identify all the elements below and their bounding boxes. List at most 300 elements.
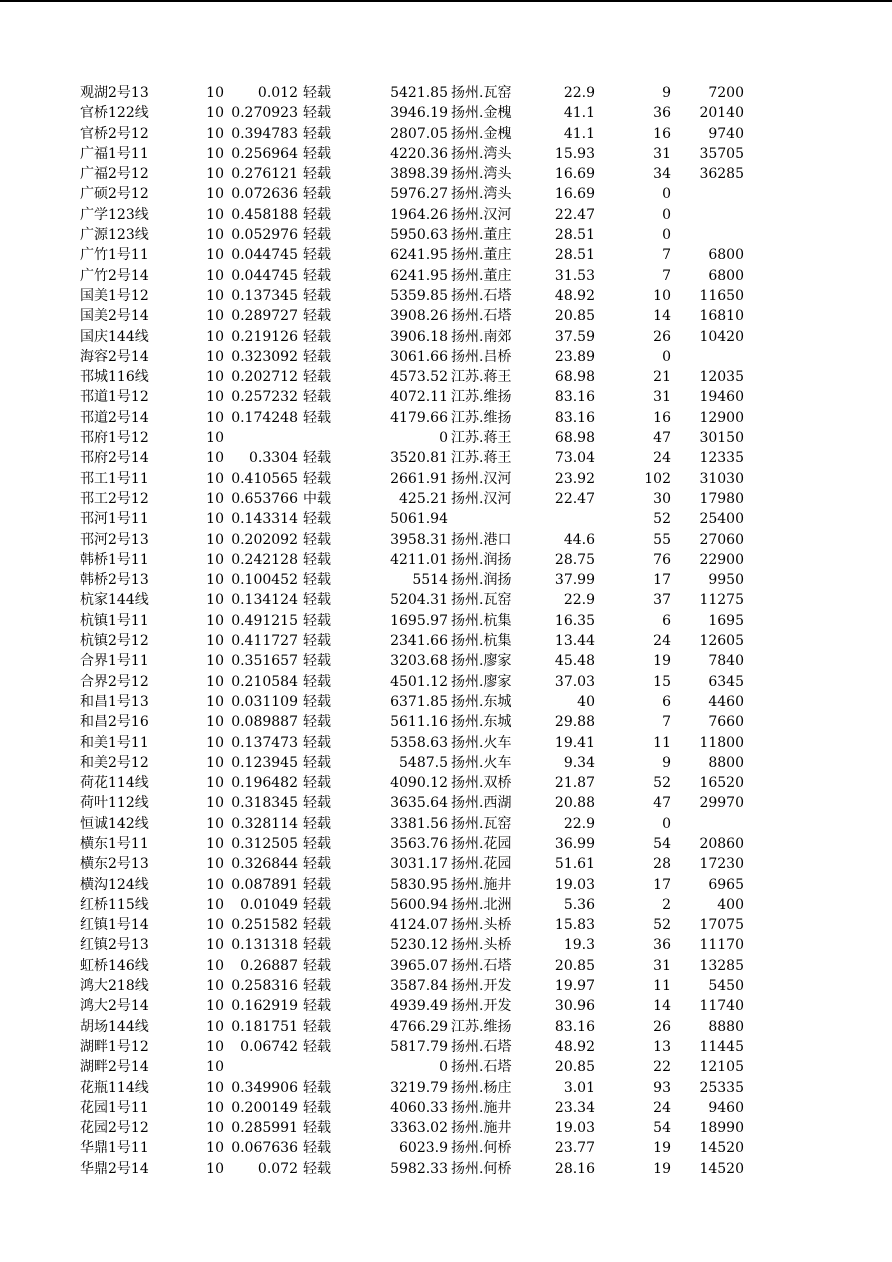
cell-line-name: 合界2号12	[80, 673, 149, 690]
cell-count: 26	[653, 1018, 671, 1035]
cell-value: 5982.33	[390, 1160, 448, 1177]
table-row	[0, 530, 892, 550]
cell-voltage: 10	[206, 409, 224, 426]
cell-distance: 20.88	[554, 795, 595, 812]
cell-count: 102	[644, 470, 671, 487]
cell-distance: 19.03	[554, 1120, 595, 1137]
cell-value: 5061.94	[390, 511, 448, 528]
cell-distance: 16.35	[554, 612, 595, 629]
cell-line-name: 华鼎1号11	[80, 1140, 149, 1157]
cell-voltage: 10	[206, 592, 224, 609]
cell-count: 0	[662, 186, 671, 203]
table-row	[0, 164, 892, 184]
table-row	[0, 428, 892, 448]
cell-capacity: 9740	[708, 125, 744, 142]
cell-count: 19	[653, 653, 671, 670]
cell-line-name: 邗河1号11	[80, 511, 149, 528]
cell-substation: 扬州.双桥	[451, 775, 512, 792]
cell-capacity: 7660	[708, 714, 744, 731]
cell-line-name: 广学123线	[80, 206, 149, 223]
table-row	[0, 854, 892, 874]
cell-voltage: 10	[206, 85, 224, 101]
cell-substation: 扬州.杭集	[451, 612, 512, 629]
table-row	[0, 1159, 892, 1179]
cell-substation: 扬州.董庄	[451, 247, 512, 264]
cell-voltage: 10	[206, 978, 224, 995]
cell-value: 5230.12	[390, 937, 448, 954]
cell-substation: 扬州.施井	[451, 876, 512, 893]
cell-distance: 28.16	[554, 1160, 595, 1177]
cell-distance: 22.9	[563, 85, 595, 101]
cell-substation: 扬州.何桥	[451, 1140, 512, 1157]
cell-capacity: 7200	[708, 85, 744, 101]
cell-voltage: 10	[206, 328, 224, 345]
cell-line-name: 邗府1号12	[80, 430, 149, 447]
cell-distance: 37.59	[554, 328, 595, 345]
cell-line-name: 广源123线	[80, 227, 149, 244]
cell-count: 54	[653, 835, 671, 852]
cell-distance: 51.61	[554, 856, 595, 873]
cell-voltage: 10	[206, 308, 224, 325]
cell-load-ratio: 0.012	[257, 85, 298, 101]
cell-substation: 扬州.湾头	[451, 145, 512, 162]
cell-value: 5514	[412, 572, 448, 589]
table-row	[0, 692, 892, 712]
cell-line-name: 横东1号11	[80, 835, 149, 852]
cell-substation: 扬州.北洲	[451, 896, 512, 913]
cell-line-name: 韩桥1号11	[80, 551, 149, 568]
cell-value: 5421.85	[390, 85, 448, 101]
cell-count: 31	[653, 145, 671, 162]
cell-load-ratio: 0.181751	[231, 1018, 298, 1035]
cell-line-name: 花园2号12	[80, 1120, 149, 1137]
cell-line-name: 国庆144线	[80, 328, 149, 345]
cell-voltage: 10	[206, 206, 224, 223]
cell-substation: 扬州.润扬	[451, 572, 512, 589]
cell-substation: 扬州.何桥	[451, 1160, 512, 1177]
cell-count: 9	[662, 85, 671, 101]
cell-substation: 扬州.汉河	[451, 206, 512, 223]
table-row	[0, 83, 892, 103]
cell-load-ratio: 0.653766	[231, 490, 298, 507]
data-table	[0, 83, 892, 1179]
table-row	[0, 225, 892, 245]
cell-value: 2807.05	[390, 125, 448, 142]
cell-voltage: 10	[206, 673, 224, 690]
cell-distance: 5.36	[563, 896, 595, 913]
cell-count: 21	[653, 369, 671, 386]
cell-substation: 江苏.蒋王	[451, 450, 512, 467]
cell-voltage: 10	[206, 369, 224, 386]
cell-value: 5600.94	[390, 896, 448, 913]
table-row	[0, 448, 892, 468]
cell-line-name: 横东2号13	[80, 856, 149, 873]
cell-value: 6241.95	[390, 267, 448, 284]
cell-load-status: 轻载	[303, 896, 331, 913]
cell-voltage: 10	[206, 1140, 224, 1157]
cell-substation: 扬州.汉河	[451, 490, 512, 507]
table-row	[0, 327, 892, 347]
cell-line-name: 和美2号12	[80, 754, 149, 771]
cell-line-name: 杭镇1号11	[80, 612, 149, 629]
table-row	[0, 286, 892, 306]
cell-substation: 江苏.蒋王	[451, 369, 512, 386]
cell-value: 5830.95	[390, 876, 448, 893]
cell-line-name: 广硕2号12	[80, 186, 149, 203]
cell-count: 47	[653, 430, 671, 447]
cell-value: 3908.26	[390, 308, 448, 325]
cell-load-ratio: 0.100452	[231, 572, 298, 589]
cell-line-name: 国美2号14	[80, 308, 149, 325]
cell-capacity: 14520	[699, 1140, 744, 1157]
cell-voltage: 10	[206, 734, 224, 751]
cell-value: 5487.5	[399, 754, 448, 771]
cell-substation: 扬州.开发	[451, 998, 512, 1015]
cell-load-ratio: 0.200149	[231, 1099, 298, 1116]
cell-line-name: 国美1号12	[80, 287, 149, 304]
cell-voltage: 10	[206, 815, 224, 832]
cell-voltage: 10	[206, 348, 224, 365]
table-row	[0, 1118, 892, 1138]
cell-count: 16	[653, 125, 671, 142]
table-row	[0, 733, 892, 753]
cell-substation: 扬州.施井	[451, 1099, 512, 1116]
cell-capacity: 16810	[699, 308, 744, 325]
cell-line-name: 邗河2号13	[80, 531, 149, 548]
table-row	[0, 509, 892, 529]
cell-substation: 扬州.石塔	[451, 287, 512, 304]
cell-count: 30	[653, 490, 671, 507]
cell-capacity: 8880	[708, 1018, 744, 1035]
cell-voltage: 10	[206, 653, 224, 670]
cell-load-status: 轻载	[303, 673, 331, 690]
table-row	[0, 935, 892, 955]
cell-capacity: 20860	[699, 835, 744, 852]
cell-load-status: 轻载	[303, 775, 331, 792]
cell-voltage: 10	[206, 511, 224, 528]
cell-capacity: 11170	[699, 937, 744, 954]
cell-substation: 扬州.花园	[451, 835, 512, 852]
cell-substation: 扬州.汉河	[451, 470, 512, 487]
table-row	[0, 915, 892, 935]
cell-value: 2661.91	[390, 470, 448, 487]
cell-voltage: 10	[206, 125, 224, 142]
table-row	[0, 996, 892, 1016]
cell-load-status: 轻载	[303, 978, 331, 995]
cell-load-status: 轻载	[303, 531, 331, 548]
cell-voltage: 10	[206, 1160, 224, 1177]
cell-load-status: 轻载	[303, 1120, 331, 1137]
cell-count: 0	[662, 227, 671, 244]
cell-count: 6	[662, 612, 671, 629]
cell-count: 19	[653, 1160, 671, 1177]
cell-voltage: 10	[206, 957, 224, 974]
cell-count: 14	[653, 308, 671, 325]
cell-substation: 江苏.维扬	[451, 389, 512, 406]
table-row	[0, 793, 892, 813]
cell-distance: 37.03	[554, 673, 595, 690]
cell-line-name: 邗府2号14	[80, 450, 149, 467]
cell-load-status: 轻载	[303, 267, 331, 284]
cell-count: 52	[653, 917, 671, 934]
cell-load-ratio: 0.3304	[249, 450, 298, 467]
table-row	[0, 205, 892, 225]
cell-distance: 3.01	[563, 1079, 595, 1096]
cell-voltage: 10	[206, 612, 224, 629]
cell-load-ratio: 0.031109	[231, 693, 298, 710]
cell-load-ratio: 0.411727	[231, 633, 298, 650]
table-row	[0, 1078, 892, 1098]
cell-count: 17	[653, 572, 671, 589]
cell-value: 3946.19	[390, 105, 448, 122]
cell-line-name: 荷花114线	[80, 775, 149, 792]
table-row	[0, 184, 892, 204]
cell-substation: 扬州.杨庄	[451, 1079, 512, 1096]
cell-value: 3219.79	[390, 1079, 448, 1096]
cell-voltage: 10	[206, 876, 224, 893]
cell-distance: 15.93	[554, 145, 595, 162]
cell-voltage: 10	[206, 105, 224, 122]
cell-distance: 48.92	[554, 1038, 595, 1055]
cell-capacity: 4460	[708, 693, 744, 710]
table-row	[0, 489, 892, 509]
cell-substation: 扬州.石塔	[451, 1059, 512, 1076]
table-row	[0, 1037, 892, 1057]
cell-voltage: 10	[206, 1079, 224, 1096]
cell-voltage: 10	[206, 1120, 224, 1137]
cell-line-name: 花园1号11	[80, 1099, 149, 1116]
table-row	[0, 266, 892, 286]
cell-line-name: 荷叶112线	[80, 795, 149, 812]
cell-voltage: 10	[206, 267, 224, 284]
cell-substation: 扬州.头桥	[451, 917, 512, 934]
cell-voltage: 10	[206, 754, 224, 771]
cell-load-ratio: 0.312505	[231, 835, 298, 852]
cell-capacity: 20140	[699, 105, 744, 122]
cell-count: 31	[653, 957, 671, 974]
cell-count: 24	[653, 1099, 671, 1116]
cell-line-name: 杭镇2号12	[80, 633, 149, 650]
cell-load-ratio: 0.410565	[231, 470, 298, 487]
cell-capacity: 27060	[699, 531, 744, 548]
cell-value: 6241.95	[390, 247, 448, 264]
cell-distance: 41.1	[563, 105, 595, 122]
cell-capacity: 10420	[699, 328, 744, 345]
cell-substation: 扬州.吕桥	[451, 348, 512, 365]
cell-load-ratio: 0.251582	[231, 917, 298, 934]
cell-line-name: 邗城116线	[80, 369, 149, 386]
cell-voltage: 10	[206, 835, 224, 852]
table-row	[0, 834, 892, 854]
cell-load-ratio: 0.067636	[231, 1140, 298, 1157]
cell-voltage: 10	[206, 795, 224, 812]
cell-load-ratio: 0.458188	[231, 206, 298, 223]
cell-line-name: 和昌2号16	[80, 714, 149, 731]
cell-load-status: 轻载	[303, 1079, 331, 1096]
cell-substation: 扬州.瓦窑	[451, 592, 512, 609]
cell-distance: 20.85	[554, 1059, 595, 1076]
cell-distance: 37.99	[554, 572, 595, 589]
cell-voltage: 10	[206, 490, 224, 507]
cell-count: 7	[662, 714, 671, 731]
cell-load-status: 轻载	[303, 1038, 331, 1055]
cell-load-ratio: 0.26887	[240, 957, 298, 974]
cell-line-name: 海容2号14	[80, 348, 149, 365]
cell-count: 0	[662, 348, 671, 365]
cell-value: 5204.31	[390, 592, 448, 609]
cell-count: 9	[662, 754, 671, 771]
table-row	[0, 408, 892, 428]
cell-voltage: 10	[206, 531, 224, 548]
cell-distance: 68.98	[554, 430, 595, 447]
cell-load-ratio: 0.270923	[231, 105, 298, 122]
cell-distance: 30.96	[554, 998, 595, 1015]
cell-distance: 73.04	[554, 450, 595, 467]
cell-count: 0	[662, 206, 671, 223]
cell-count: 24	[653, 633, 671, 650]
cell-value: 3031.17	[390, 856, 448, 873]
cell-load-ratio: 0.285991	[231, 1120, 298, 1137]
cell-line-name: 红桥115线	[80, 896, 149, 913]
cell-load-status: 轻载	[303, 145, 331, 162]
cell-load-status: 轻载	[303, 835, 331, 852]
cell-capacity: 13285	[699, 957, 744, 974]
cell-distance: 45.48	[554, 653, 595, 670]
cell-capacity: 35705	[699, 145, 744, 162]
cell-load-status: 轻载	[303, 470, 331, 487]
cell-distance: 31.53	[554, 267, 595, 284]
cell-line-name: 邗道2号14	[80, 409, 149, 426]
cell-load-ratio: 0.087891	[231, 876, 298, 893]
cell-value: 4573.52	[390, 369, 448, 386]
cell-capacity: 30150	[699, 430, 744, 447]
cell-distance: 13.44	[554, 633, 595, 650]
cell-capacity: 36285	[699, 166, 744, 183]
cell-count: 11	[653, 734, 671, 751]
cell-capacity: 6800	[708, 267, 744, 284]
table-row	[0, 631, 892, 651]
cell-load-ratio: 0.242128	[231, 551, 298, 568]
cell-substation: 扬州.火车	[451, 734, 512, 751]
cell-load-status: 中载	[303, 490, 331, 507]
cell-substation: 扬州.瓦窑	[451, 85, 512, 101]
cell-substation: 扬州.廖家	[451, 673, 512, 690]
cell-voltage: 10	[206, 1018, 224, 1035]
cell-distance: 22.47	[554, 490, 595, 507]
cell-load-status: 轻载	[303, 937, 331, 954]
cell-load-status: 轻载	[303, 1140, 331, 1157]
cell-value: 1964.26	[390, 206, 448, 223]
cell-voltage: 10	[206, 450, 224, 467]
cell-line-name: 华鼎2号14	[80, 1160, 149, 1177]
table-row	[0, 590, 892, 610]
cell-load-ratio: 0.491215	[231, 612, 298, 629]
cell-substation: 扬州.施井	[451, 1120, 512, 1137]
cell-distance: 23.92	[554, 470, 595, 487]
cell-line-name: 鸿大2号14	[80, 998, 149, 1015]
cell-load-ratio: 0.052976	[231, 227, 298, 244]
cell-voltage: 10	[206, 714, 224, 731]
cell-capacity: 11445	[699, 1038, 744, 1055]
cell-load-ratio: 0.394783	[231, 125, 298, 142]
cell-load-status: 轻载	[303, 247, 331, 264]
table-row	[0, 875, 892, 895]
cell-voltage: 10	[206, 247, 224, 264]
cell-capacity: 12035	[699, 369, 744, 386]
cell-value: 3898.39	[390, 166, 448, 183]
cell-load-status: 轻载	[303, 856, 331, 873]
cell-distance: 16.69	[554, 186, 595, 203]
cell-load-status: 轻载	[303, 206, 331, 223]
cell-substation: 扬州.湾头	[451, 166, 512, 183]
cell-load-status: 轻载	[303, 998, 331, 1015]
cell-load-status: 轻载	[303, 105, 331, 122]
cell-count: 54	[653, 1120, 671, 1137]
cell-voltage: 10	[206, 551, 224, 568]
cell-load-status: 轻载	[303, 389, 331, 406]
table-row	[0, 347, 892, 367]
cell-count: 76	[653, 551, 671, 568]
cell-load-status: 轻载	[303, 917, 331, 934]
cell-line-name: 邗工2号12	[80, 490, 149, 507]
cell-capacity: 17980	[699, 490, 744, 507]
cell-substation: 扬州.南郊	[451, 328, 512, 345]
cell-load-ratio: 0.123945	[231, 754, 298, 771]
cell-substation: 扬州.廖家	[451, 653, 512, 670]
cell-line-name: 红镇2号13	[80, 937, 149, 954]
cell-load-status: 轻载	[303, 348, 331, 365]
cell-load-status: 轻载	[303, 166, 331, 183]
cell-count: 15	[653, 673, 671, 690]
cell-line-name: 虹桥146线	[80, 957, 149, 974]
cell-value: 4211.01	[390, 551, 448, 568]
cell-value: 3906.18	[390, 328, 448, 345]
cell-line-name: 横沟124线	[80, 876, 149, 893]
cell-value: 4220.36	[390, 145, 448, 162]
cell-load-ratio: 0.318345	[231, 795, 298, 812]
table-row	[0, 753, 892, 773]
cell-distance: 68.98	[554, 369, 595, 386]
cell-load-ratio: 0.134124	[231, 592, 298, 609]
cell-line-name: 湖畔1号12	[80, 1038, 149, 1055]
cell-value: 4939.49	[390, 998, 448, 1015]
cell-value: 6371.85	[390, 693, 448, 710]
cell-count: 24	[653, 450, 671, 467]
cell-load-status: 轻载	[303, 511, 331, 528]
cell-value: 3520.81	[390, 450, 448, 467]
cell-load-ratio: 0.256964	[231, 145, 298, 162]
cell-count: 16	[653, 409, 671, 426]
cell-voltage: 10	[206, 572, 224, 589]
cell-distance: 83.16	[554, 389, 595, 406]
cell-load-ratio: 0.276121	[231, 166, 298, 183]
cell-substation: 扬州.润扬	[451, 551, 512, 568]
table-row	[0, 712, 892, 732]
cell-load-status: 轻载	[303, 450, 331, 467]
cell-voltage: 10	[206, 856, 224, 873]
cell-distance: 83.16	[554, 1018, 595, 1035]
table-row	[0, 144, 892, 164]
cell-substation: 扬州.石塔	[451, 957, 512, 974]
cell-count: 26	[653, 328, 671, 345]
table-row	[0, 651, 892, 671]
cell-value: 2341.66	[390, 633, 448, 650]
cell-count: 7	[662, 267, 671, 284]
cell-value: 0	[439, 1059, 448, 1076]
cell-capacity: 12335	[699, 450, 744, 467]
cell-value: 5611.16	[390, 714, 448, 731]
cell-load-ratio: 0.196482	[231, 775, 298, 792]
